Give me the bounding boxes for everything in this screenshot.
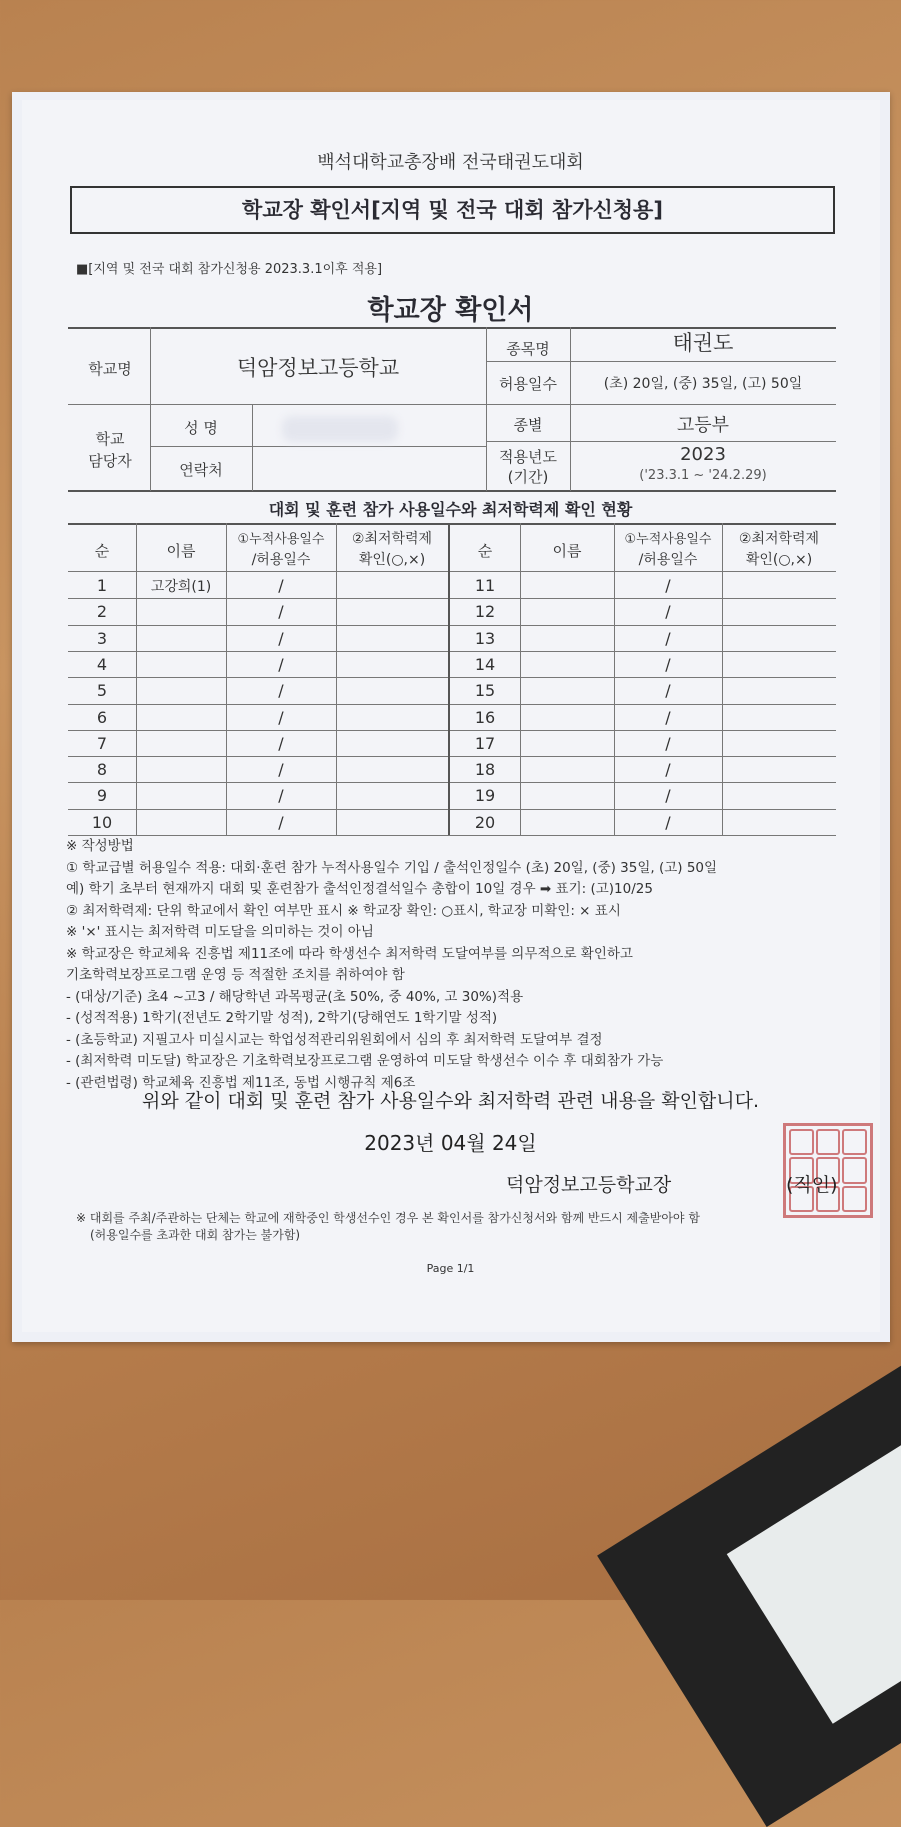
table-row-days: / <box>665 708 671 727</box>
seal-label: (직인) <box>786 1174 838 1196</box>
row-divider <box>68 782 836 783</box>
footnote-line-2: (허용일수를 초과한 대회 참가는 불가함) <box>90 1228 301 1242</box>
col-header-days-right-2: /허용일수 <box>638 552 698 568</box>
year-label-1: 적용년도 <box>499 448 557 466</box>
table-row-no: 15 <box>474 681 496 700</box>
col-header-check-right-2: 확인(○,×) <box>745 552 813 568</box>
instruction-line: 예) 학기 초부터 현재까지 대회 및 훈련참가 출석인정결석일수 총합이 10일 경우 ➡ 표기: (고)10/25 <box>66 881 653 897</box>
row-divider <box>68 809 836 810</box>
instruction-line: ① 학교급별 허용일수 적용: 대회·훈련 참가 누적사용일수 기입 / 출석인정일수 (초) 20일, (중) 35일, (고) 50일 <box>66 859 718 876</box>
table-row-no: 3 <box>96 629 108 648</box>
main-title: 학교장 확인서 <box>367 295 534 326</box>
allowed-days-value: (초) 20일, (중) 35일, (고) 50일 <box>603 376 803 392</box>
instruction-line: - (관련법령) 학교체육 진흥법 제11조, 동법 시행규칙 제6조 <box>66 1074 416 1091</box>
table-row-no: 19 <box>474 786 496 805</box>
col-header-name-right: 이름 <box>552 542 582 560</box>
col-header-check-left-2: 확인(○,×) <box>358 552 426 568</box>
col-header-no-right: 순 <box>477 542 493 560</box>
event-title: 백석대학교총장배 전국태권도대회 <box>317 152 584 173</box>
table-row-no: 16 <box>474 708 496 727</box>
col-header-check-left-1: ②최저학력제 <box>351 531 433 547</box>
col-header-no-left: 순 <box>94 542 110 560</box>
table-row-days: / <box>665 760 671 779</box>
row-divider <box>68 625 836 626</box>
table-row-days: / <box>278 629 284 648</box>
row-divider <box>68 704 836 705</box>
year-label-2: (기간) <box>507 468 549 486</box>
instruction-line: ② 최저학력제: 단위 학교에서 확인 여부만 표시 ※ 학교장 확인: ○표시, 학교장 미확인: × 표시 <box>66 902 621 919</box>
table-row-days: / <box>665 734 671 753</box>
table-row-no: 1 <box>96 576 108 595</box>
footnote-line-1: ※ 대회를 주최/주관하는 단체는 학교에 재학중인 학생선수인 경우 본 확인서를 참가신청서와 함께 반드시 제출받아야 함 <box>76 1211 700 1225</box>
table-row-no: 4 <box>96 655 108 674</box>
table-row-days: / <box>665 681 671 700</box>
footnote <box>76 1210 876 1244</box>
table-row-no: 17 <box>474 734 496 753</box>
form-note: ■[지역 및 전국 대회 참가신청용 2023.3.1이후 적용] <box>76 262 383 277</box>
confirmation-statement: 위와 같이 대회 및 훈련 참가 사용일수와 최저학력 관련 내용을 확인합니다. <box>141 1090 760 1112</box>
row-divider <box>68 598 836 599</box>
col-header-check-right-1: ②최저학력제 <box>738 531 820 547</box>
boxed-document-title: 학교장 확인서[지역 및 전국 대회 참가신청용] <box>70 186 835 234</box>
school-name-label: 학교명 <box>88 360 132 378</box>
instruction-line: - (성적적용) 1학기(전년도 2학기말 성적), 2학기(당해연도 1학기말 성적) <box>66 1010 498 1026</box>
instruction-line: ※ 작성방법 <box>66 838 134 854</box>
category-value: 고등부 <box>676 415 730 436</box>
col-header-days-right-1: ①누적사용일수 <box>624 532 712 547</box>
table-row-days: / <box>665 629 671 648</box>
table-row-no: 18 <box>474 760 496 779</box>
principal-signature-line: 덕암정보고등학교장 <box>506 1174 672 1196</box>
instruction-line: 기초학력보장프로그램 운영 등 적절한 조치를 취하여야 함 <box>66 967 405 983</box>
row-divider <box>68 730 836 731</box>
sport-label: 종목명 <box>506 340 550 358</box>
category-label: 종별 <box>513 416 543 434</box>
table-row-days: / <box>665 786 671 805</box>
issue-date: 2023년 04월 24일 <box>364 1131 537 1155</box>
table-row-no: 2 <box>96 602 108 621</box>
table-row-days: / <box>278 760 284 779</box>
col-header-days-left-2: /허용일수 <box>251 552 311 568</box>
contact-label: 연락처 <box>179 461 223 479</box>
year-value: 2023 <box>680 444 726 465</box>
instruction-line: ※ '×' 표시는 최저학력 미도달을 의미하는 것이 아님 <box>66 924 374 940</box>
row-divider <box>68 651 836 652</box>
row-divider <box>68 756 836 757</box>
instruction-line: - (대상/기준) 초4 ~고3 / 해당학년 과목평균(초 50%, 중 40%, 고 30%)적용 <box>66 988 524 1005</box>
table-row-no: 6 <box>96 708 108 727</box>
col-header-days-left-1: ①누적사용일수 <box>237 532 325 547</box>
period-value: ('23.3.1 ~ '24.2.29) <box>639 468 767 483</box>
table-row-days: / <box>665 602 671 621</box>
row-divider <box>68 677 836 678</box>
table-row-days: / <box>278 602 284 621</box>
instructions <box>66 836 866 1094</box>
table-row-no: 8 <box>96 760 108 779</box>
table-row-no: 5 <box>96 681 108 700</box>
instruction-line: - (최저학력 미도달) 학교장은 기초학력보장프로그램 운영하여 미도달 학생선수 이수 후 대회참가 가능 <box>66 1053 664 1069</box>
table-row-days: / <box>665 813 671 832</box>
instruction-line: - (초등학교) 지필고사 미실시교는 학업성적관리위원회에서 심의 후 최저학력 도달여부 결정 <box>66 1031 603 1048</box>
table-heading: 대회 및 훈련 참가 사용일수와 최저학력제 확인 현황 <box>268 500 633 519</box>
table-row-no: 9 <box>96 786 108 805</box>
sport-value: 태권도 <box>672 331 734 355</box>
allowed-days-label: 허용일수 <box>499 375 557 393</box>
table-row-no: 13 <box>474 629 496 648</box>
table-row-days: / <box>278 734 284 753</box>
table-row-days: / <box>278 655 284 674</box>
col-header-name-left: 이름 <box>166 542 196 560</box>
manager-label-1: 학교 <box>95 430 125 448</box>
table-row-days: / <box>665 655 671 674</box>
table-row-days: / <box>278 576 284 595</box>
page-number: Page 1/1 <box>426 1262 475 1275</box>
table-row-days: / <box>278 708 284 727</box>
table-row-days: / <box>278 813 284 832</box>
table-row-no: 14 <box>474 655 496 674</box>
table-row-name: 고강희(1) <box>150 579 212 595</box>
table-row-no: 20 <box>474 813 496 832</box>
table-row-no: 10 <box>91 813 113 832</box>
school-name-value: 덕암정보고등학교 <box>236 356 400 380</box>
redacted-name <box>282 416 398 442</box>
table-row-days: / <box>665 576 671 595</box>
table-row-days: / <box>278 786 284 805</box>
manager-label-2: 담당자 <box>88 452 132 470</box>
table-row-no: 7 <box>96 734 108 753</box>
instruction-line: ※ 학교장은 학교체육 진흥법 제11조에 따라 학생선수 최저학력 도달여부를 의무적으로 확인하고 <box>66 945 633 962</box>
table-row-no: 12 <box>474 602 496 621</box>
table-row-no: 11 <box>474 576 496 595</box>
table-row-days: / <box>278 681 284 700</box>
name-label: 성 명 <box>184 419 218 437</box>
